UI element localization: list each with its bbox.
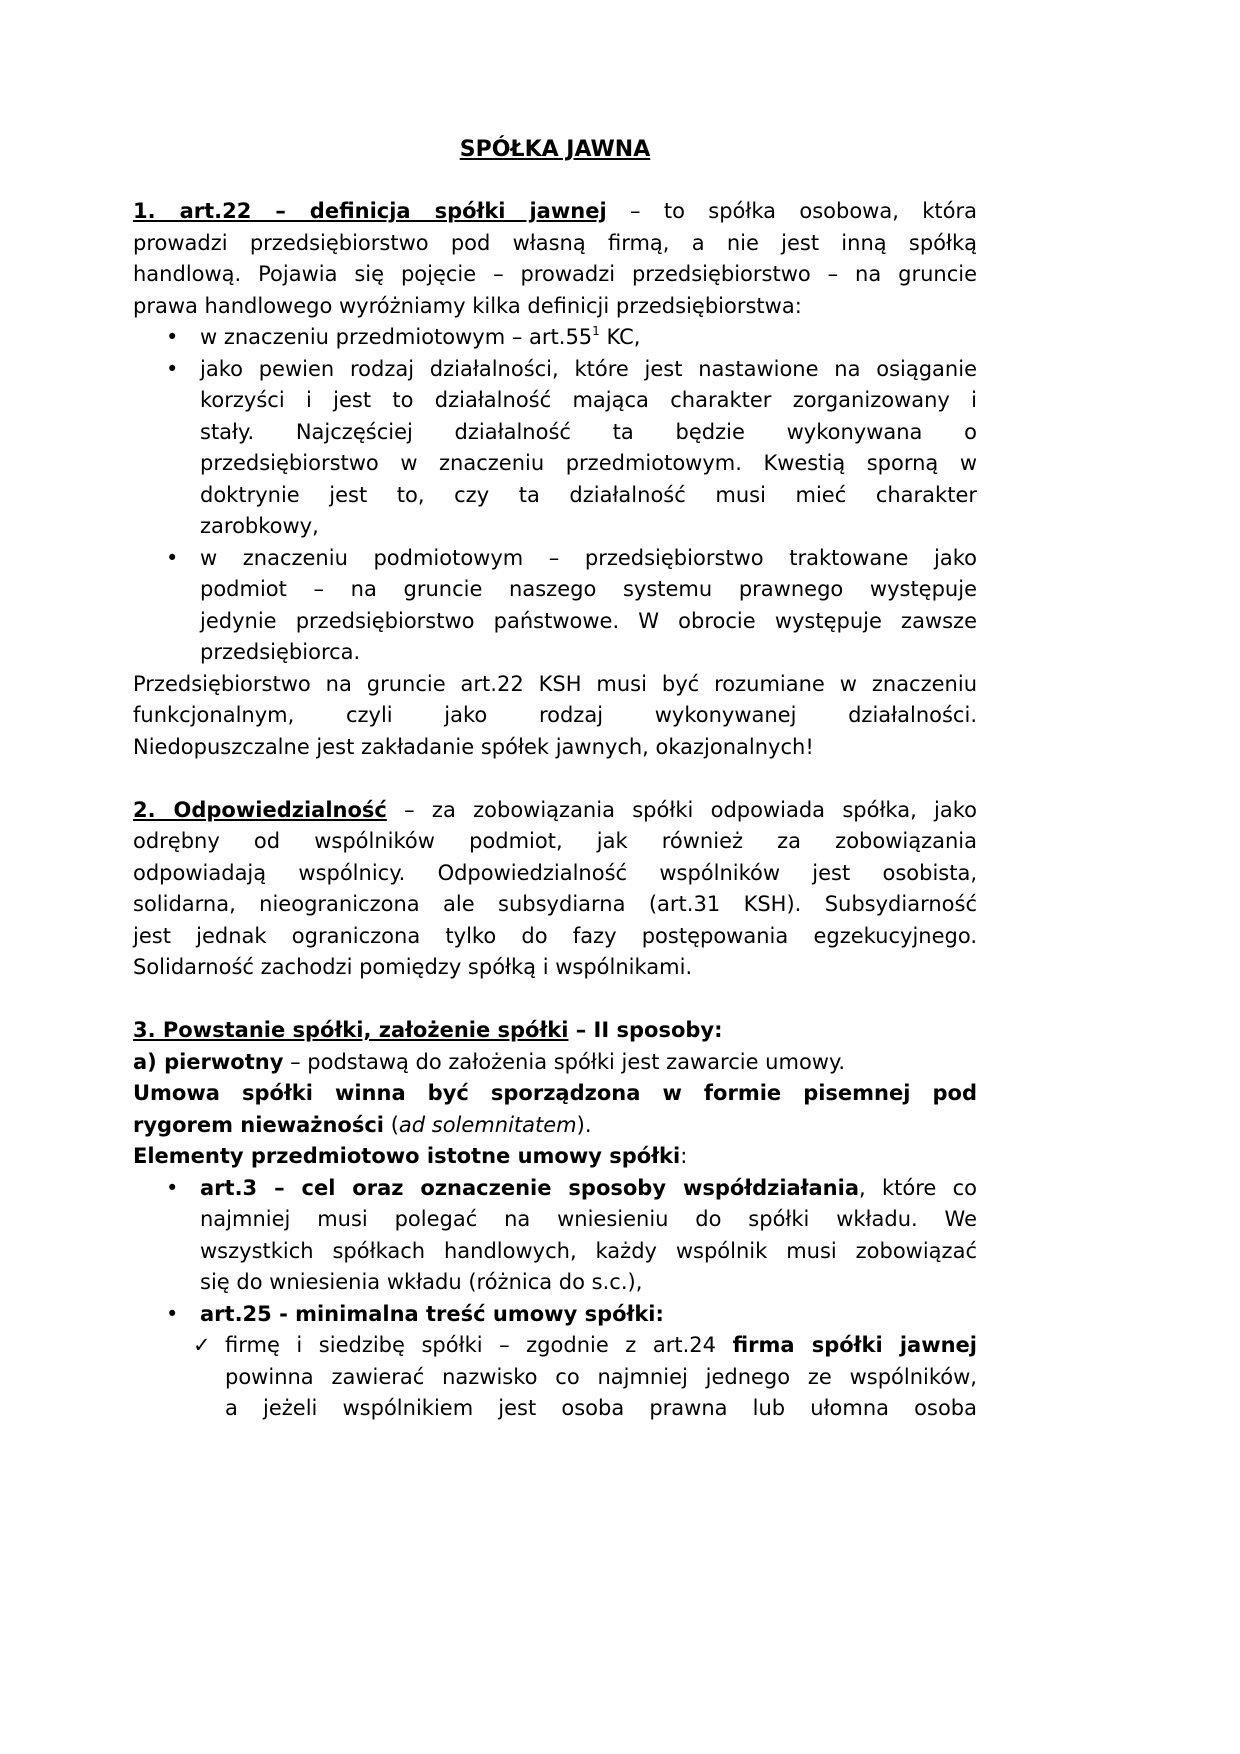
text-run: podmiot – na gruncie naszego systemu prawnego występuje <box>200 577 977 601</box>
text-line <box>133 1110 977 1142</box>
text-run: ( <box>384 1112 399 1137</box>
text-run: – II sposoby: <box>568 1018 723 1042</box>
blank-line <box>133 763 977 795</box>
text-run: Przedsiębiorstwo na gruncie art.22 KSH musi być rozumiane w znaczeniu <box>133 671 977 696</box>
text-line <box>200 448 977 480</box>
text-line <box>133 1015 977 1047</box>
list-item-line <box>193 1330 977 1362</box>
text-run: odpowiadają wspólnicy. Odpowiedzialność wspólników jest osobista, <box>133 860 977 885</box>
text-run: funkcjonalnym, czyli jako rodzaj wykonywanej działalności. <box>133 703 977 727</box>
text-line <box>200 1236 977 1268</box>
text-line <box>200 480 977 512</box>
text-line <box>200 1267 977 1299</box>
text-line <box>225 1362 977 1394</box>
section-heading: 1. art.22 – definicja spółki jawnej <box>133 199 607 223</box>
blank-line <box>133 984 977 1016</box>
text-run: wszystkich spółkach handlowych, każdy wspólnik musi zobowiązać <box>200 1238 977 1263</box>
text-line <box>133 858 977 890</box>
text-run: rygorem nieważności <box>133 1112 385 1137</box>
text-run: Elementy przedmiotowo istotne umowy spółki <box>133 1144 681 1168</box>
bullet-icon: • <box>166 1301 179 1326</box>
text-run: korzyści i jest to działalność mająca charakter zorganizowany i <box>200 388 977 412</box>
text-run: prawa handlowego wyróżniamy kilka definicji przedsiębiorstwa: <box>133 293 802 318</box>
text-run: KC, <box>599 325 641 349</box>
text-line <box>133 1141 977 1173</box>
section-heading: 3. Powstanie spółki, założenie spółki <box>133 1018 569 1042</box>
text-line <box>133 795 977 827</box>
list-item-line <box>166 354 977 386</box>
text-line <box>133 732 977 764</box>
text-run: ). <box>576 1112 592 1137</box>
list-item-line <box>166 543 977 575</box>
text-line <box>133 1078 977 1110</box>
text-run: firmę i siedzibę spółki – zgodnie z art.24 <box>225 1333 733 1357</box>
text-run: zarobkowy, <box>200 514 319 538</box>
text-run: a jeżeli wspólnikiem jest osoba prawna lub ułomna osoba <box>225 1396 977 1420</box>
text-run: prowadzi przedsiębiorstwo pod własną firmą, a nie jest inną spółką <box>133 230 977 255</box>
bullet-icon: • <box>166 545 179 570</box>
text-run: powinna zawierać nazwisko co najmniej jednego ze wspólników, <box>225 1364 977 1389</box>
text-run: przedsiębiorca. <box>200 640 361 664</box>
text-run: ad solemnitatem <box>398 1112 577 1137</box>
text-line <box>133 228 977 260</box>
text-line <box>133 669 977 701</box>
text-run: najmniej musi polegać na wniesieniu do spółki wkładu. We <box>200 1207 977 1231</box>
bullet-icon: • <box>166 325 179 349</box>
text-line <box>133 826 977 858</box>
text-line <box>133 889 977 921</box>
text-run: doktrynie jest to, czy ta działalność musi mieć charakter <box>200 482 977 507</box>
text-run: Solidarność zachodzi pomiędzy spółką i wspólnikami. <box>133 955 693 979</box>
list-item-line <box>166 322 977 354</box>
text-line <box>133 196 977 228</box>
text-line <box>200 606 977 638</box>
text-run: odrębny od wspólników podmiot, jak również za zobowiązania <box>133 829 977 853</box>
text-run: jest jednak ograniczona tylko do fazy postępowania egzekucyjnego. <box>133 923 977 948</box>
bullet-icon: • <box>166 1175 179 1200</box>
text-run: – za zobowiązania spółki odpowiada spółka, jako <box>386 797 978 822</box>
text-line <box>133 952 977 984</box>
list-item-line <box>166 1173 977 1205</box>
text-run: – podstawą do założenia spółki jest zawarcie umowy. <box>283 1049 846 1074</box>
text-run: solidarna, nieograniczona ale subsydiarna (art.31 KSH). Subsydiarność <box>133 892 977 916</box>
text-run: art.3 – cel oraz oznaczenie sposoby współdziałania <box>200 1175 859 1200</box>
text-run: przedsiębiorstwo w znaczeniu przedmiotowym. Kwestią sporną w <box>200 451 977 475</box>
text-line <box>133 921 977 953</box>
section-heading: 2. Odpowiedzialność <box>133 797 387 822</box>
text-run: Niedopuszczalne jest zakładanie spółek jawnych, okazjonalnych! <box>133 734 814 759</box>
list-item-line <box>166 1299 977 1331</box>
text-line <box>133 1047 977 1079</box>
text-line <box>200 385 977 417</box>
text-line <box>200 574 977 606</box>
text-run: – to spółka osobowa, która <box>606 199 977 223</box>
checkmark-bullet-icon: ✓ <box>193 1333 211 1357</box>
text-run: jedynie przedsiębiorstwo państwowe. W obrocie występuje zawsze <box>200 608 977 633</box>
text-run: : <box>680 1144 688 1168</box>
text-line <box>200 1204 977 1236</box>
text-run: jako pewien rodzaj działalności, które jest nastawione na osiąganie <box>200 356 977 381</box>
text-line <box>200 511 977 543</box>
bullet-icon: • <box>166 356 179 381</box>
text-run: Umowa spółki winna być sporządzona w formie pisemnej pod <box>133 1081 977 1105</box>
text-run: a) pierwotny <box>133 1049 284 1074</box>
text-run: się do wniesienia wkładu (różnica do s.c.), <box>200 1270 643 1294</box>
text-line <box>225 1393 977 1425</box>
text-run: w znaczeniu przedmiotowym – art.55 <box>200 325 593 349</box>
text-line <box>133 700 977 732</box>
text-run: , które co <box>859 1175 977 1200</box>
text-run: firma spółki jawnej <box>732 1333 977 1357</box>
text-run: art.25 - minimalna treść umowy spółki: <box>200 1301 664 1326</box>
text-run: stały. Najczęściej działalność ta będzie wykonywana o <box>200 419 977 444</box>
document-body <box>133 196 977 1425</box>
document-title: SPÓŁKA JAWNA <box>459 137 651 162</box>
text-run: w znaczeniu podmiotowym – przedsiębiorstwo traktowane jako <box>200 545 977 570</box>
text-line <box>200 637 977 669</box>
superscript: 1 <box>592 324 600 338</box>
text-run: handlową. Pojawia się pojęcie – prowadzi przedsiębiorstwo – na gruncie <box>133 262 977 286</box>
text-line <box>133 259 977 291</box>
text-line <box>200 417 977 449</box>
text-line <box>133 291 977 323</box>
